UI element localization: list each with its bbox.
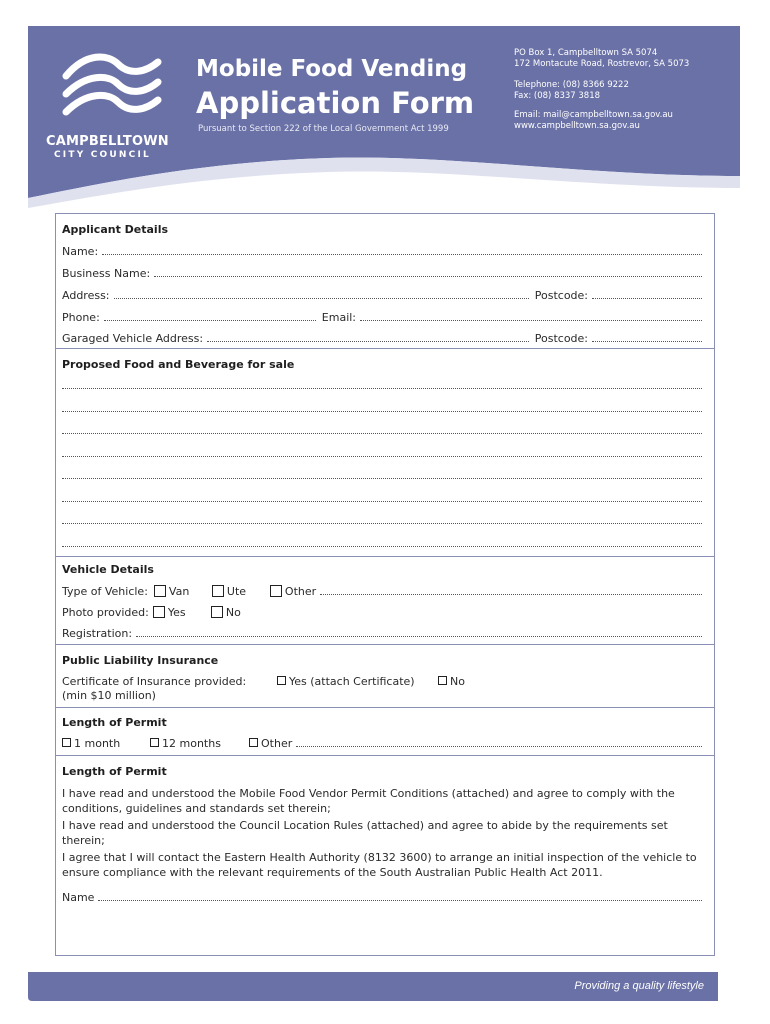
food-line[interactable] xyxy=(62,546,702,547)
garaged-address-row xyxy=(62,329,702,345)
website[interactable]: www.campbelltown.sa.gov.au xyxy=(514,121,640,131)
permit-other-field[interactable] xyxy=(296,744,702,747)
name-row xyxy=(62,242,702,258)
declaration-name-label: Name xyxy=(62,891,95,904)
postcode-field[interactable] xyxy=(592,339,702,342)
section-title: Length of Permit xyxy=(62,716,167,729)
vehicle-section xyxy=(56,557,714,645)
registration-field[interactable] xyxy=(136,634,702,637)
twelve-months-option[interactable]: 12 months xyxy=(150,737,249,750)
food-line[interactable] xyxy=(62,456,702,457)
food-line[interactable] xyxy=(62,388,702,389)
address-label: Address: xyxy=(62,289,110,302)
form-title-line2: Application Form xyxy=(196,86,475,120)
pursuant-text: Pursuant to Section 222 of the Local Government Act 1999 xyxy=(198,124,449,134)
section-title: Vehicle Details xyxy=(62,563,154,576)
permit-other-checkbox[interactable] xyxy=(249,738,258,747)
permit-other-option[interactable]: Other xyxy=(249,737,296,750)
food-section xyxy=(56,349,714,557)
van-option[interactable]: Van xyxy=(152,585,212,598)
registration-row xyxy=(62,624,702,640)
section-title: Proposed Food and Beverage for sale xyxy=(62,358,295,371)
registration-label: Registration: xyxy=(62,627,133,640)
permit-section xyxy=(56,708,714,756)
section-title: Applicant Details xyxy=(62,223,169,236)
section-title: Length of Permit xyxy=(62,765,167,778)
address-line2: 172 Montacute Road, Rostrevor, SA 5073 xyxy=(514,59,690,69)
declaration-name-row xyxy=(62,888,702,904)
address-row xyxy=(62,286,702,302)
photo-row xyxy=(62,603,702,619)
header-banner xyxy=(28,26,740,216)
permit-options-row xyxy=(62,734,702,750)
min-cover-note: (min $10 million) xyxy=(62,689,156,702)
form-title-line1: Mobile Food Vending xyxy=(196,56,468,82)
twelve-months-checkbox[interactable] xyxy=(150,738,159,747)
phone-label: Phone: xyxy=(62,311,100,324)
photo-no-option[interactable]: No xyxy=(211,606,241,619)
section-title: Public Liability Insurance xyxy=(62,654,219,667)
phone-field[interactable] xyxy=(104,318,316,321)
address-field[interactable] xyxy=(114,296,529,299)
declaration-para2: I have read and understood the Council Location Rules (attached) and agree to abide by the requirements set therein; xyxy=(62,819,668,847)
photo-yes-option[interactable]: Yes xyxy=(153,606,211,619)
business-name-row xyxy=(62,264,702,280)
org-name: CAMPBELLTOWN xyxy=(46,134,169,149)
insurance-section xyxy=(56,645,714,708)
wave-logo-icon xyxy=(46,48,176,128)
org-subtitle: CITY COUNCIL xyxy=(54,150,151,160)
food-line[interactable] xyxy=(62,411,702,412)
business-name-field[interactable] xyxy=(154,274,702,277)
telephone: Telephone: (08) 8366 9222 xyxy=(514,80,629,90)
name-field[interactable] xyxy=(102,252,702,255)
declaration-name-field[interactable] xyxy=(98,898,702,901)
van-checkbox[interactable] xyxy=(154,585,166,597)
garaged-address-field[interactable] xyxy=(207,339,529,342)
email-label: Email: xyxy=(321,311,357,324)
garaged-address-label: Garaged Vehicle Address: xyxy=(62,332,204,345)
food-line[interactable] xyxy=(62,523,702,524)
address-line1: PO Box 1, Campbelltown SA 5074 xyxy=(514,48,658,58)
photo-no-checkbox[interactable] xyxy=(211,606,223,618)
insurance-no-checkbox[interactable] xyxy=(438,676,447,685)
other-vehicle-field[interactable] xyxy=(320,592,702,595)
postcode-label: Postcode: xyxy=(534,332,588,345)
other-option[interactable]: Other xyxy=(270,585,320,598)
ute-checkbox[interactable] xyxy=(212,585,224,597)
vehicle-type-label: Type of Vehicle: xyxy=(62,585,148,598)
insurance-no-option[interactable]: No xyxy=(438,675,465,688)
other-checkbox[interactable] xyxy=(270,585,282,597)
certificate-label: Certificate of Insurance provided: xyxy=(62,675,247,688)
name-label: Name: xyxy=(62,245,99,258)
food-line[interactable] xyxy=(62,478,702,479)
email-field[interactable] xyxy=(360,318,702,321)
declaration-para1: I have read and understood the Mobile Food Vendor Permit Conditions (attached) and agree to comply with the conditions, guidelines and standards set therein; xyxy=(62,787,675,815)
email-address[interactable]: Email: mail@campbelltown.sa.gov.au xyxy=(514,110,673,120)
postcode-field[interactable] xyxy=(592,296,702,299)
business-name-label: Business Name: xyxy=(62,267,151,280)
ute-option[interactable]: Ute xyxy=(212,585,270,598)
footer-banner xyxy=(28,972,718,1001)
postcode-label: Postcode: xyxy=(534,289,588,302)
declaration-para3: I agree that I will contact the Eastern Health Authority (8132 3600) to arrange an initial inspection of the vehicle to ensure compliance with the relevant requirements of the South Australian Public Health Act 2011. xyxy=(62,851,697,879)
insurance-yes-option[interactable]: Yes (attach Certificate) xyxy=(277,675,415,688)
one-month-checkbox[interactable] xyxy=(62,738,71,747)
insurance-yes-checkbox[interactable] xyxy=(277,676,286,685)
one-month-option[interactable]: 1 month xyxy=(62,737,150,750)
tagline: Providing a quality lifestyle xyxy=(574,980,704,992)
applicant-details-section xyxy=(56,214,714,349)
phone-email-row xyxy=(62,308,702,324)
fax: Fax: (08) 8337 3818 xyxy=(514,91,601,101)
vehicle-type-row xyxy=(62,582,702,598)
council-logo xyxy=(46,48,186,168)
declaration-section xyxy=(56,756,714,955)
food-line[interactable] xyxy=(62,501,702,502)
food-line[interactable] xyxy=(62,433,702,434)
application-form xyxy=(55,213,715,956)
photo-label: Photo provided: xyxy=(62,606,149,619)
photo-yes-checkbox[interactable] xyxy=(153,606,165,618)
